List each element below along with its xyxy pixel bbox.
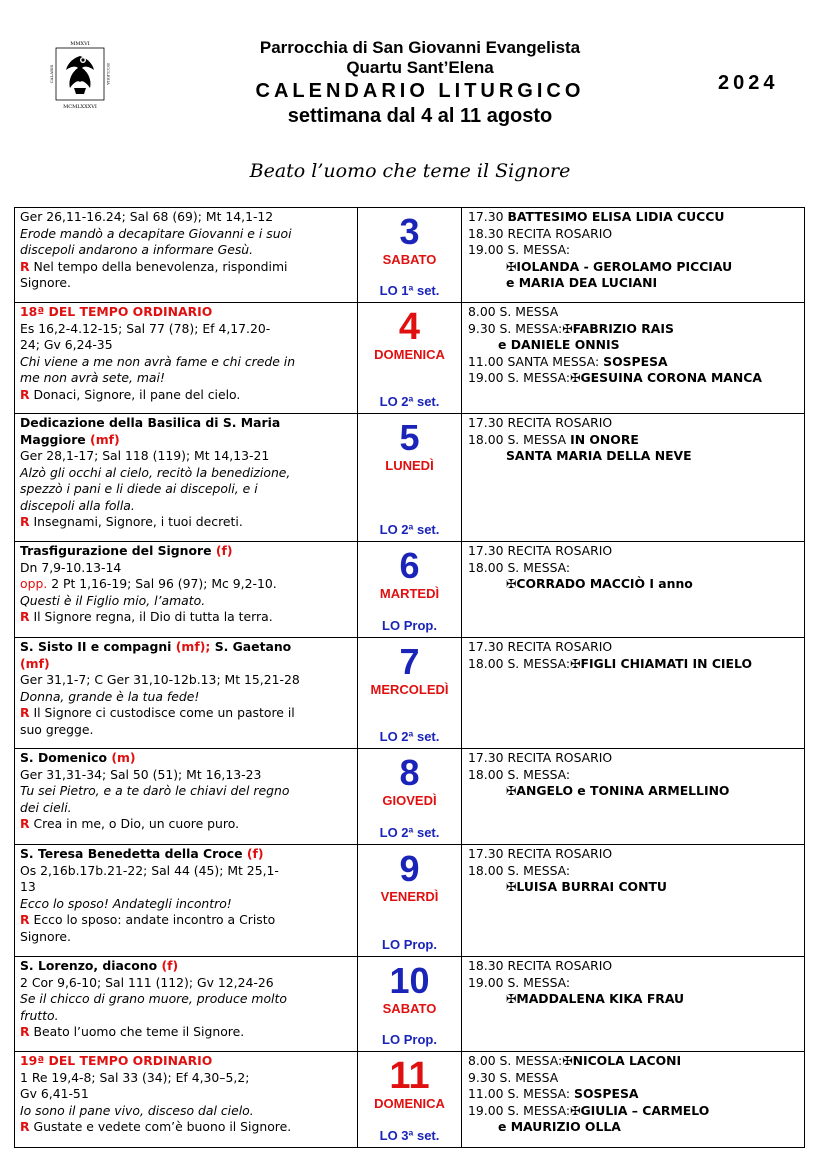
event-time: 17.30 [468,639,504,654]
readings: Gv 6,41-51 [20,1086,89,1101]
event-label: RECITA ROSARIO [507,415,613,430]
header [180,38,660,128]
day-block [358,213,461,302]
response-marker: R [20,705,30,720]
day-block [358,643,461,748]
schedule-item [468,576,800,593]
eagle-emblem-icon [48,38,112,110]
feast-title [20,415,354,432]
event-time: 8.00 [468,304,496,319]
liturgy-of-hours: LO 2ª set. [379,824,440,840]
day-cell [358,845,462,957]
feast-rank: (mf); [175,639,211,654]
city-name: Quartu Sant’Elena [346,58,494,77]
schedule-item [468,415,800,432]
feast-name: S. Domenico [20,750,107,765]
week-range: settimana dal 4 al 11 agosto [287,105,553,127]
antiphon: Erode mandò a decapitare Giovanni e i suoi [20,225,292,241]
intention-name: NICOLA LACONI [572,1053,682,1068]
day-row [15,303,805,414]
cross-icon: ✠ [506,783,517,798]
event-label: S. MESSA [507,431,567,447]
response-marker: R [20,1119,30,1134]
day-number: 11 [389,1055,430,1097]
day-block [358,1057,461,1147]
antiphon: Donna, grande è la tua fede! [20,688,200,704]
schedule-item [468,337,800,354]
event-time: 8.00 [468,1053,496,1068]
intention-name: FABRIZIO RAIS [572,320,674,336]
schedule-item [468,767,800,784]
event-time: 17.30 [468,846,504,861]
liturgy-of-hours: LO Prop. [382,936,437,952]
antiphon: Alzò gli occhi al cielo, recitò la benedizione, [20,464,291,480]
day-number: 7 [399,641,420,682]
cross-icon: ✠ [562,320,573,336]
cross-icon: ✠ [506,576,517,591]
day-row [15,638,805,749]
liturgy-of-hours: LO 1ª set. [379,282,440,298]
liturgy-cell [15,303,358,414]
response-marker: R [20,258,30,274]
event-time: 19.00 [468,974,504,990]
intention-name: FIGLI CHIAMATI IN CIELO [580,655,752,671]
antiphon: frutto. [20,1007,59,1023]
antiphon: Ecco lo sposo! Andategli incontro! [20,895,232,911]
event-label: S. MESSA [499,304,559,319]
intention-name: e MAURIZIO OLLA [498,1119,621,1134]
event-label: S. MESSA: [499,1053,563,1068]
event-label: RECITA ROSARIO [507,639,613,654]
readings-alt-text: 2 Pt 1,16-19; Sal 96 (97); Mc 9,2-10. [51,576,277,591]
feast-title-cont [20,656,354,673]
intention-name: GIULIA – CARMELO [580,1102,710,1118]
feast-rank: (f) [215,543,233,558]
schedule-cell [462,845,805,957]
intention-name: SANTA MARIA DELLA NEVE [506,448,692,463]
day-number: 4 [398,306,421,348]
liturgy-cell [15,542,358,638]
readings: Ger 31,1-7; C Ger 31,10-12b.13; Mt 15,21-28 [20,672,300,687]
event-time: 19.00 [468,1102,504,1118]
day-block [358,308,461,413]
day-row [15,1052,805,1148]
antiphon: me non avrà sete, mai! [20,370,165,385]
day-name: DOMENICA [374,347,445,362]
event-label: S. MESSA [499,1069,559,1085]
readings-opp: opp. [20,576,48,591]
schedule-item [468,560,800,577]
feast-name-second: S. Gaetano [214,639,292,654]
event-label: S. MESSA: [507,370,571,385]
response-text: Signore. [20,928,71,944]
calendar-title: CALENDARIO LITURGICO [255,80,585,102]
day-block [358,547,461,637]
liturgy-cell [15,749,358,845]
intention-name: LUISA BURRAI CONTU [516,879,667,894]
event-detail: IN ONORE [570,431,639,447]
psalm-response [20,929,354,946]
day-number: 9 [399,848,420,889]
event-time: 18.00 [468,431,504,447]
parish-logo [48,38,112,110]
feast-title-cont [20,432,354,449]
readings: 13 [20,879,36,894]
event-time: 18.30 [468,225,504,241]
day-name: GIOVEDÌ [382,793,437,808]
cross-icon: ✠ [506,258,517,274]
schedule-item [468,259,800,276]
schedule-item [468,275,800,292]
liturgy-cell [15,1052,358,1148]
schedule-cell [462,414,805,542]
event-time: 17.30 [468,750,504,765]
readings: Os 2,16b.17b.21-22; Sal 44 (45); Mt 25,1- [20,862,279,878]
response-text: Ecco lo sposo: andate incontro a Cristo [33,912,276,927]
antiphon: Tu sei Pietro, e a te darò le chiavi del regno [20,783,290,798]
liturgy-of-hours: LO Prop. [382,1031,437,1047]
day-row [15,957,805,1052]
intention-name: CORRADO MACCIÒ I anno [516,576,693,591]
day-block [358,754,461,844]
event-time: 19.00 [468,370,504,385]
response-text: Donaci, Signore, il pane del cielo. [33,386,241,402]
event-time: 18.30 [468,958,504,973]
liturgy-cell [15,845,358,957]
psalm-response [20,705,354,722]
cross-icon: ✠ [570,1102,581,1118]
liturgy-cell [15,638,358,749]
schedule-item [468,750,800,767]
year: 2024 [718,72,779,94]
day-cell [358,208,462,303]
feast-name: 19ª DEL TEMPO ORDINARIO [20,1053,213,1068]
response-text: Il Signore regna, il Dio di tutta la terra. [33,609,273,624]
day-name: MERCOLEDÌ [370,682,449,697]
antiphon: spezzò i pani e li diede ai discepoli, e i [20,481,258,496]
day-name: MARTEDÌ [379,586,440,601]
event-label: BATTESIMO ELISA LIDIA CUCCU [507,209,725,224]
schedule-item [468,242,800,259]
schedule-item [468,639,800,656]
schedule-item [468,879,800,896]
cross-icon: ✠ [570,370,581,385]
event-time: 18.00 [468,862,504,878]
liturgy-of-hours: LO 2ª set. [379,728,440,744]
intention-name: GESUINA CORONA MANCA [580,370,762,385]
logo-right-text: ECCLESIA [106,63,111,85]
antiphon: discepoli alla folla. [20,497,135,513]
readings: Ger 26,11-16.24; Sal 68 (69); Mt 14,1-12 [20,209,274,224]
feast-title [20,750,354,767]
schedule-cell [462,208,805,303]
event-time: 18.00 [468,655,504,671]
event-time: 11.00 [468,353,504,369]
schedule-item [468,543,800,560]
day-cell [358,542,462,638]
day-cell [358,638,462,749]
event-detail: SOSPESA [603,353,668,369]
response-marker: R [20,386,30,402]
response-text: Nel tempo della benevolenza, rispondimi [33,258,288,274]
schedule-item [468,863,800,880]
feast-rank: (mf) [90,431,120,447]
day-name: DOMENICA [374,1096,445,1111]
event-label: RECITA ROSARIO [507,958,613,973]
response-marker: R [20,1024,30,1039]
day-block [358,850,461,956]
readings: Ger 28,1-17; Sal 118 (119); Mt 14,13-21 [20,448,270,463]
parish-name: Parrocchia di San Giovanni Evangelista [259,38,581,57]
event-time: 18.00 [468,559,504,575]
day-name: SABATO [382,252,437,267]
liturgy-of-hours: LO 2ª set. [379,393,440,409]
antiphon: discepoli andarono a informare Gesù. [20,242,254,257]
readings: Es 16,2-4.12-15; Sal 77 (78); Ef 4,17.20- [20,320,271,336]
event-time: 17.30 [468,209,504,224]
event-time: 9.30 [468,1069,496,1085]
antiphon: Questi è il Figlio mio, l’amato. [20,592,206,608]
response-text: Insegnami, Signore, i tuoi decreti. [33,514,243,529]
event-time: 19.00 [468,242,504,257]
liturgical-calendar-table [14,207,805,1148]
response-text: Crea in me, o Dio, un cuore puro. [33,816,240,831]
event-label: RECITA ROSARIO [507,846,613,861]
feast-name: 18ª DEL TEMPO ORDINARIO [20,304,213,319]
feast-name: S. Lorenzo, diacono [20,958,158,973]
feast-rank: (f) [161,958,179,973]
schedule-item [468,1086,800,1103]
psalm-response [20,816,354,833]
feast-title [20,958,354,975]
schedule-cell [462,957,805,1052]
intention-name: MADDALENA KIKA FRAU [516,991,685,1006]
schedule-cell [462,749,805,845]
readings-alt [20,576,354,593]
readings: 2 Cor 9,6-10; Sal 111 (112); Gv 12,24-26 [20,974,274,990]
event-label: S. MESSA: [507,862,571,878]
feast-rank: (m) [111,750,136,765]
event-time: 18.00 [468,766,504,782]
day-block [358,962,461,1051]
event-label: RECITA ROSARIO [507,225,613,241]
schedule-cell [462,542,805,638]
response-marker: R [20,816,30,831]
response-text: Beato l’uomo che teme il Signore. [33,1024,245,1039]
schedule-item [468,321,800,338]
schedule-item [468,1053,800,1070]
day-row [15,845,805,957]
schedule-item [468,975,800,992]
day-name: VENERDÌ [380,889,439,904]
day-cell [358,303,462,414]
intention-name: ANGELO e TONINA ARMELLINO [516,783,730,798]
logo-bottom-text: MCMLXXXVI [63,104,97,110]
day-cell [358,957,462,1052]
weekly-motto: Beato l’uomo che teme il Signore [249,160,571,182]
antiphon: Chi viene a me non avrà fame e chi crede in [20,353,296,369]
event-time: 9.30 [468,320,496,336]
antiphon: Io sono il pane vivo, disceso dal cielo. [20,1102,254,1118]
feast-name: Dedicazione della Basilica di S. Maria [20,415,281,430]
feast-name: S. Sisto II e compagni [20,639,172,654]
intention-name: e DANIELE ONNIS [498,337,620,352]
schedule-cell [462,303,805,414]
schedule-cell [462,1052,805,1148]
event-label: SANTA MESSA: [507,353,600,369]
feast-name: Trasfigurazione del Signore [20,543,212,558]
logo-top-text: MMXVI [70,41,90,47]
schedule-item [468,991,800,1008]
liturgy-of-hours: LO 3ª set. [379,1127,440,1143]
response-marker: R [20,609,30,624]
schedule-item [468,1119,800,1136]
schedule-item [468,656,800,673]
liturgy-of-hours: LO Prop. [382,617,437,633]
event-detail: SOSPESA [574,1086,639,1101]
response-text: Gustate e vedete com’è buono il Signore. [33,1119,292,1134]
psalm-response [20,1024,354,1041]
response-marker: R [20,912,30,927]
schedule-item [468,432,800,449]
day-cell [358,1052,462,1148]
liturgy-cell [15,208,358,303]
feast-rank-second: (mf) [20,655,50,671]
event-label: RECITA ROSARIO [507,543,613,558]
response-text: suo gregge. [20,721,94,737]
schedule-item [468,226,800,243]
response-text: Signore. [20,275,71,290]
feast-name: S. Teresa Benedetta della Croce [20,846,243,861]
day-cell [358,749,462,845]
schedule-item [468,354,800,371]
event-label: S. MESSA: [507,1086,571,1101]
schedule-item [468,304,800,321]
psalm-response [20,912,354,929]
day-row [15,749,805,845]
day-number: 3 [399,211,420,252]
event-label: S. MESSA: [507,655,571,671]
day-number: 5 [399,417,420,458]
event-label: S. MESSA: [499,320,563,336]
day-row [15,208,805,303]
feast-title [20,1053,354,1070]
schedule-item [468,1070,800,1087]
feast-title [20,846,354,863]
readings: 24; Gv 6,24-35 [20,337,113,352]
day-name: SABATO [382,1001,437,1016]
event-time: 17.30 [468,415,504,430]
antiphon: dei cieli. [20,799,72,815]
day-number: 6 [399,545,420,586]
logo-left-text: CALARIS [49,64,54,84]
schedule-item [468,448,800,465]
day-number: 8 [399,752,420,793]
psalm-response [20,1119,354,1136]
response-marker: R [20,514,30,529]
event-label: S. MESSA: [507,242,571,257]
cross-icon: ✠ [570,655,581,671]
cross-icon: ✠ [562,1053,573,1068]
schedule-item [468,370,800,387]
feast-title [20,304,354,321]
psalm-response [20,514,354,531]
psalm-response [20,609,354,626]
response-text: Il Signore ci custodisce come un pastore il [33,705,295,720]
day-block [358,419,461,541]
liturgy-cell [15,957,358,1052]
day-row [15,542,805,638]
schedule-cell [462,638,805,749]
liturgy-of-hours: LO 2ª set. [379,521,440,537]
intention-name: e MARIA DEA LUCIANI [506,275,658,290]
cross-icon: ✠ [506,879,517,894]
event-label: RECITA ROSARIO [507,750,613,765]
event-label: S. MESSA: [507,766,571,782]
day-number: 10 [389,960,430,1001]
schedule-item [468,209,800,226]
feast-title [20,543,354,560]
feast-name-cont: Maggiore [20,431,86,447]
feast-title [20,639,354,656]
schedule-item [468,1103,800,1120]
day-row [15,414,805,542]
psalm-response [20,259,354,276]
readings: Ger 31,31-34; Sal 50 (51); Mt 16,13-23 [20,766,262,782]
cross-icon: ✠ [506,991,517,1006]
event-label: S. MESSA: [507,559,571,575]
event-time: 11.00 [468,1086,504,1101]
feast-rank: (f) [246,846,264,861]
event-time: 17.30 [468,543,504,558]
intention-name: IOLANDA - GEROLAMO PICCIAU [516,258,733,274]
liturgy-cell [15,414,358,542]
day-cell [358,414,462,542]
schedule-item [468,846,800,863]
psalm-response [20,387,354,404]
schedule-item [468,783,800,800]
readings: 1 Re 19,4-8; Sal 33 (34); Ef 4,30–5,2; [20,1069,250,1085]
readings: Dn 7,9-10.13-14 [20,559,122,575]
schedule-item [468,958,800,975]
event-label: S. MESSA: [507,1102,571,1118]
day-name: LUNEDÌ [385,458,434,473]
psalm-response [20,722,354,739]
antiphon: Se il chicco di grano muore, produce molto [20,991,287,1006]
event-label: S. MESSA: [507,974,571,990]
psalm-response [20,275,354,292]
